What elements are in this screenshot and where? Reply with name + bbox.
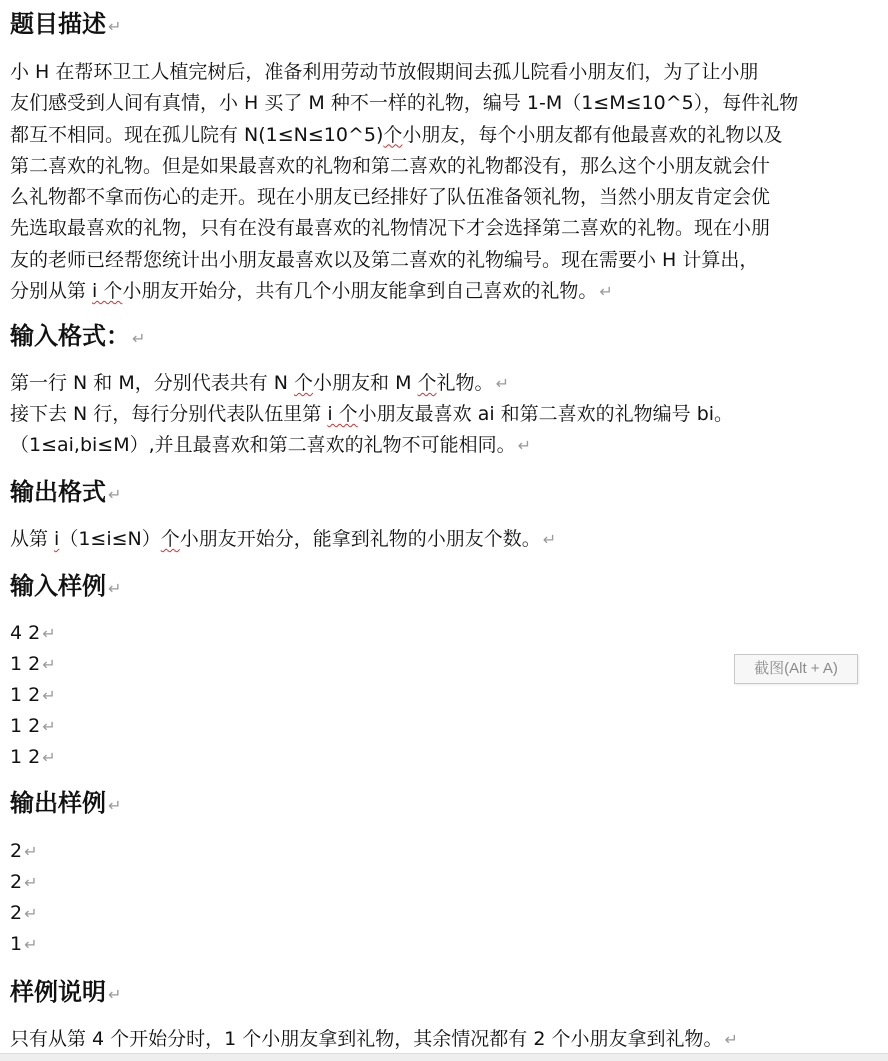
input-sample-line: 1 2 ↵ bbox=[10, 715, 56, 737]
output-format-line-1: 从第 i（1≤i≤N）个小朋友开始分，能拿到礼物的小朋友个数。 ↵ bbox=[10, 528, 557, 550]
description-line-1: 小 H 在帮环卫工人植完树后，准备利用劳动节放假期间去孤儿院看小朋友们，为了让小朋 bbox=[10, 61, 759, 83]
input-sample-line: 4 2 ↵ bbox=[10, 622, 56, 644]
output-sample-line: 2 ↵ bbox=[10, 840, 38, 862]
description-line-6: 先选取最喜欢的礼物，只有在没有最喜欢的礼物情况下才会选择第二喜欢的礼物。现在小朋 bbox=[10, 217, 771, 240]
input-sample-line: 1 2 ↵ bbox=[10, 684, 56, 706]
description-body bbox=[10, 57, 870, 307]
section-output-sample bbox=[10, 788, 121, 821]
description-line-8: 分别从第 i 个小朋友开始分，共有几个小朋友能拿到自己喜欢的礼物。 ↵ bbox=[10, 280, 613, 303]
section-description bbox=[10, 9, 121, 42]
section-explanation bbox=[10, 977, 121, 1010]
explanation-body bbox=[10, 1024, 870, 1055]
screenshot-tooltip[interactable]: 截图(Alt + A) bbox=[734, 654, 858, 684]
section-output-format bbox=[10, 477, 121, 510]
output-format-body bbox=[10, 524, 870, 555]
input-sample-heading: 输入样例 ↵ bbox=[10, 572, 122, 600]
description-line-5: 么礼物都不拿而伤心的走开。现在小朋友已经排好了队伍准备领礼物，当然小朋友肯定会优 bbox=[10, 186, 771, 209]
output-sample-heading: 输出样例 ↵ bbox=[10, 789, 122, 817]
output-sample-line: 2 ↵ bbox=[10, 902, 38, 924]
input-format-line-3: （1≤ai,bi≤M）,并且最喜欢和第二喜欢的礼物不可能相同。 ↵ bbox=[10, 434, 532, 457]
description-line-2: 友们感受到人间有真情，小 H 买了 M 种不一样的礼物，编号 1-M（1≤M≤10^5），每件礼物 bbox=[10, 92, 799, 115]
section-input-sample bbox=[10, 571, 121, 604]
section-input-format bbox=[10, 321, 145, 354]
description-line-4: 第二喜欢的礼物。但是如果最喜欢的礼物和第二喜欢的礼物都没有，那么这个小朋友就会什 bbox=[10, 154, 771, 177]
description-heading: 题目描述 ↵ bbox=[10, 10, 122, 38]
output-sample-body bbox=[10, 836, 38, 960]
output-format-heading: 输出格式 ↵ bbox=[10, 478, 122, 506]
input-format-line-1: 第一行 N 和 M，分别代表共有 N 个小朋友和 M 个礼物。 ↵ bbox=[10, 372, 509, 394]
input-sample-line: 1 2 ↵ bbox=[10, 653, 56, 675]
explanation-heading: 样例说明 ↵ bbox=[10, 978, 122, 1006]
input-format-heading: 输入格式： ↵ bbox=[10, 322, 146, 350]
description-line-3: 都互不相同。现在孤儿院有 N(1≤N≤10^5)个小朋友，每个小朋友都有他最喜欢的礼物以及 bbox=[10, 123, 783, 146]
input-format-line-2: 接下去 N 行，每行分别代表队伍里第 i 个小朋友最喜欢 ai 和第二喜欢的礼物编号 bi。 bbox=[10, 403, 734, 425]
input-format-body bbox=[10, 368, 870, 461]
input-sample-body bbox=[10, 618, 56, 773]
explanation-line-1: 只有从第 4 个开始分时，1 个小朋友拿到礼物，其余情况都有 2 个小朋友拿到礼物。 ↵ bbox=[10, 1028, 738, 1050]
input-sample-line: 1 2 ↵ bbox=[10, 746, 56, 768]
output-sample-line: 2 ↵ bbox=[10, 871, 38, 893]
output-sample-line: 1 ↵ bbox=[10, 933, 38, 955]
description-line-7: 友的老师已经帮您统计出小朋友最喜欢以及第二喜欢的礼物编号。现在需要小 H 计算出， bbox=[10, 248, 759, 271]
